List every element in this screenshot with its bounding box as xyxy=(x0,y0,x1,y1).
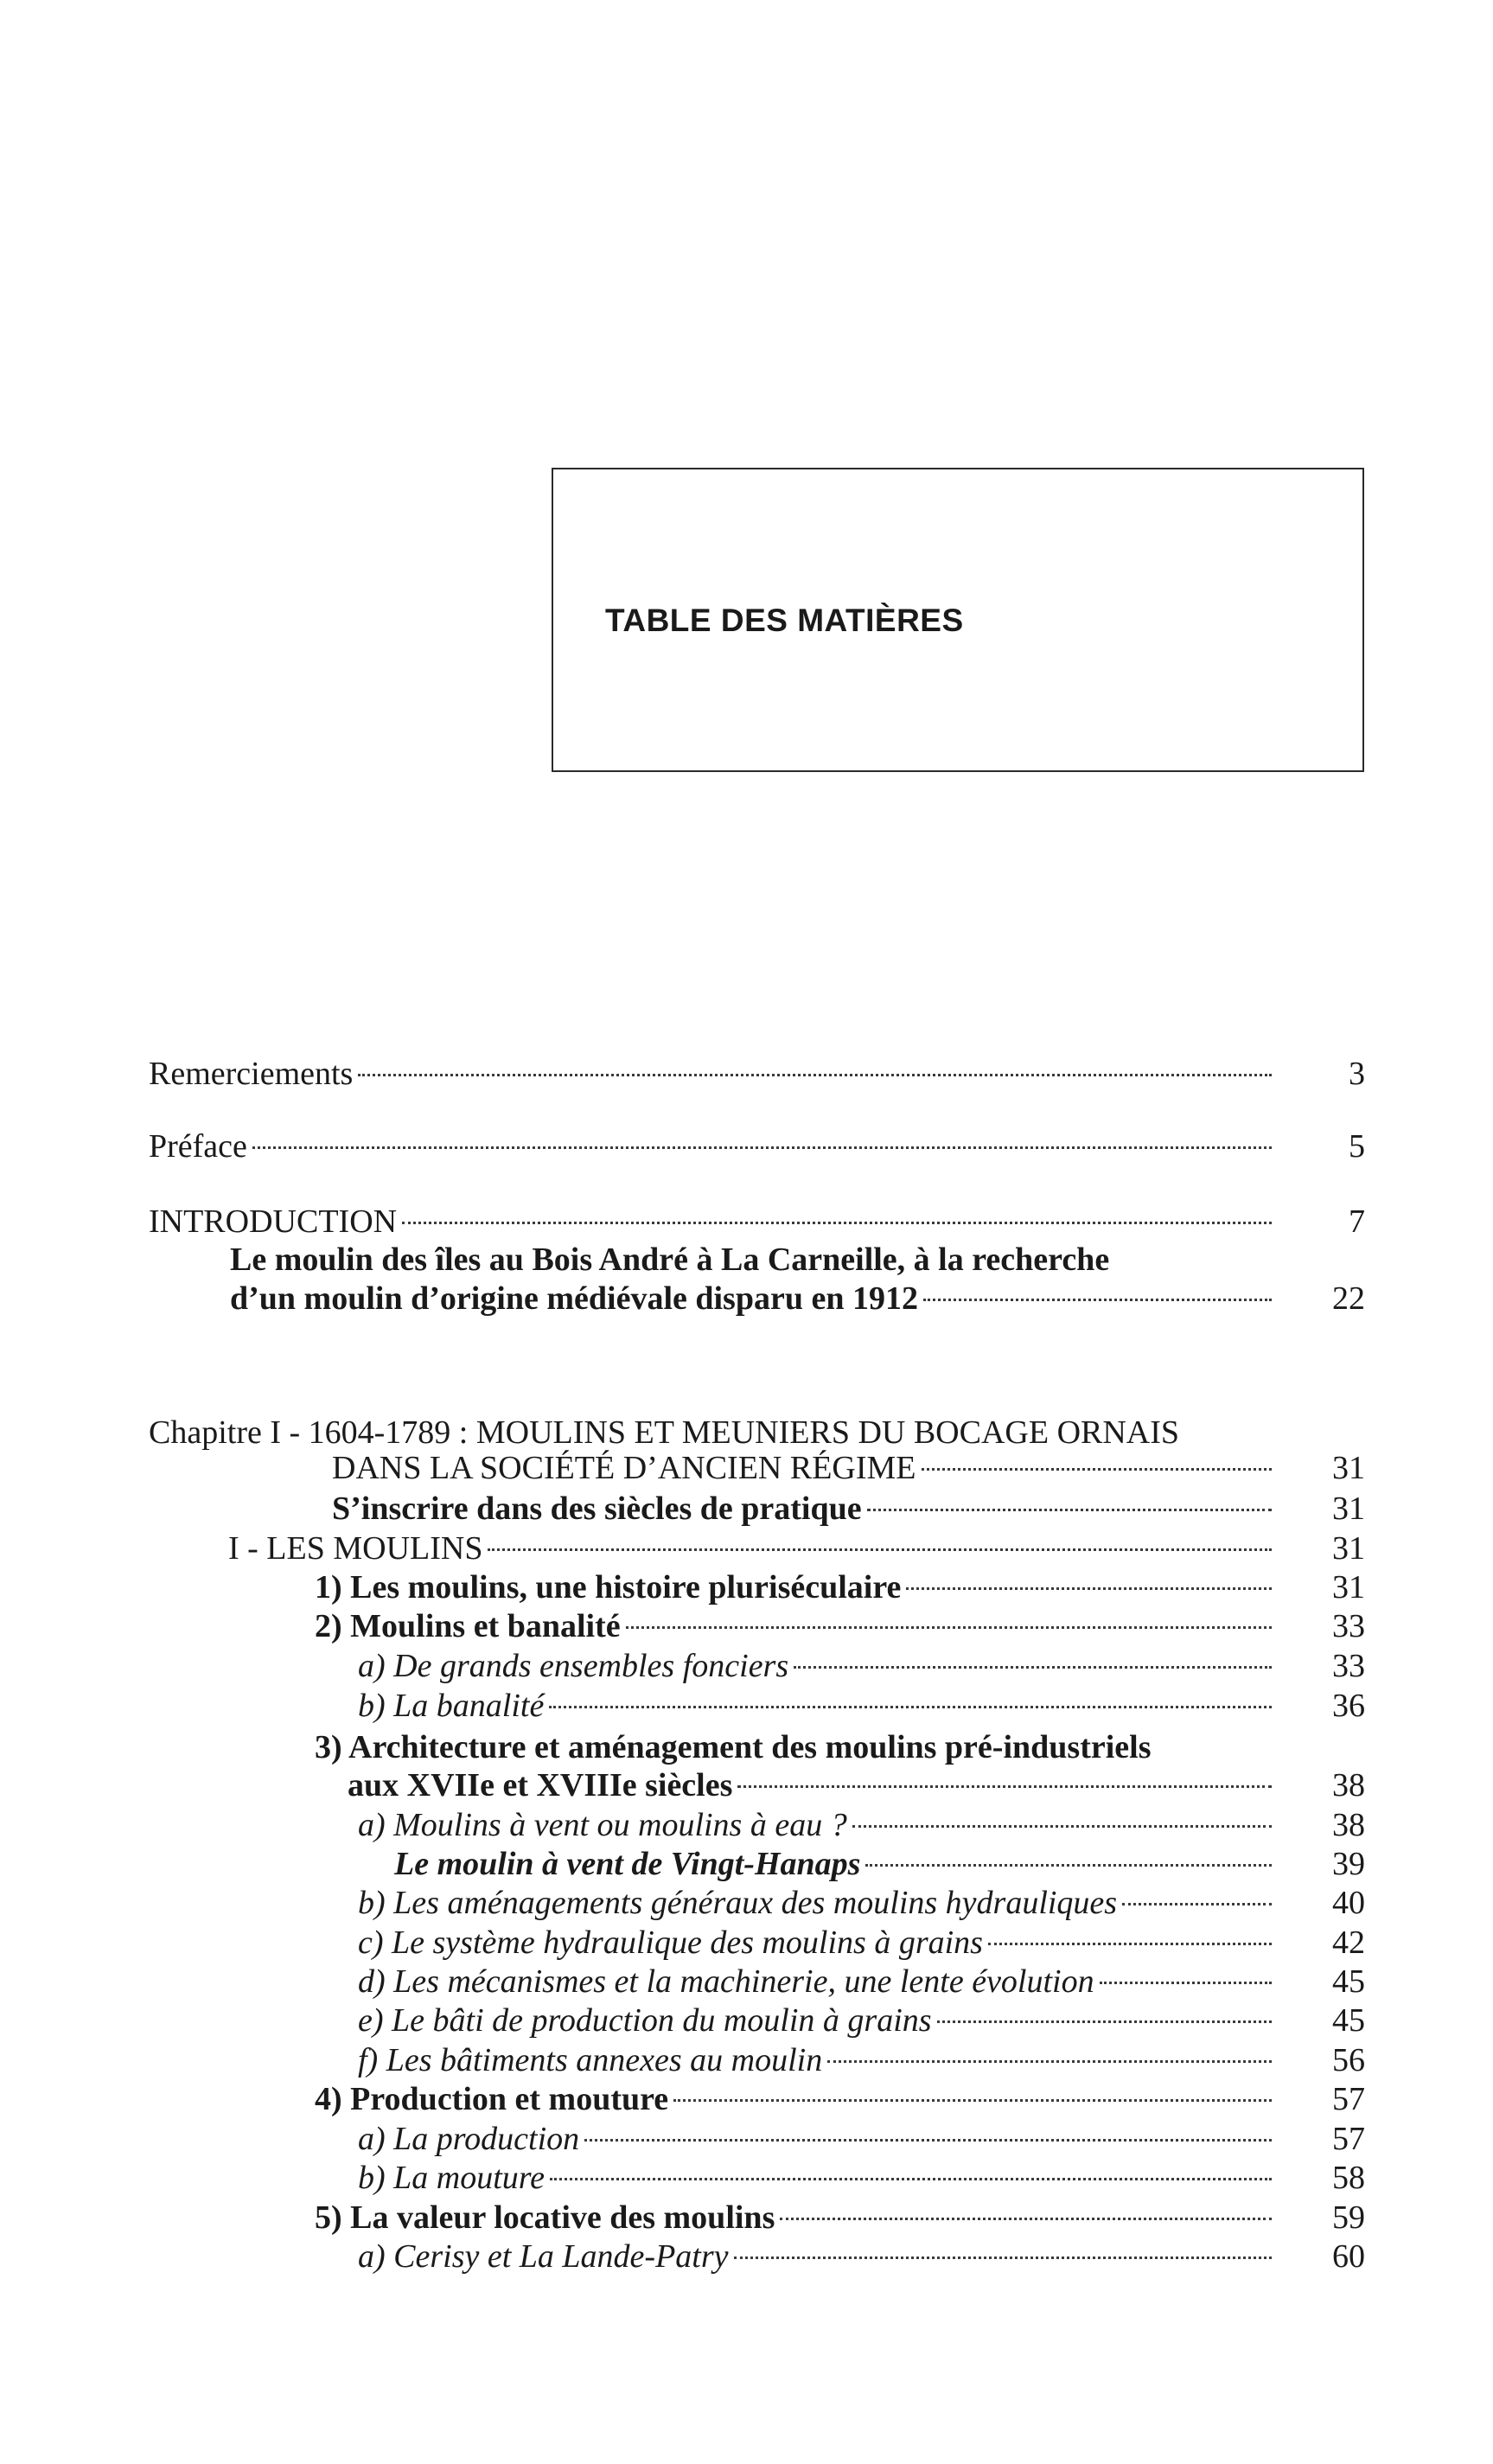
toc-entry-page: 57 xyxy=(1332,2081,1365,2117)
toc-entry xyxy=(0,1686,1493,1726)
dot-leader xyxy=(852,1825,1272,1828)
toc-entry-title: 2) Moulins et banalité xyxy=(315,1608,621,1644)
dot-leader xyxy=(1122,1903,1272,1905)
toc-entry-page: 42 xyxy=(1332,1925,1365,1961)
toc-entry xyxy=(0,1279,1493,1318)
toc-entry-page: 31 xyxy=(1332,1530,1365,1567)
toc-entry-line xyxy=(228,1529,1275,1568)
toc-entry xyxy=(0,1489,1493,1529)
toc-entry-title: c) Le système hydraulique des moulins à grains xyxy=(358,1925,983,1961)
toc-entry xyxy=(0,1054,1493,1094)
toc-entry-line xyxy=(358,1883,1275,1923)
toc-entry-line xyxy=(358,1686,1275,1726)
toc-entry xyxy=(0,1962,1493,2001)
toc-entry-title: 4) Production et mouture xyxy=(315,2081,669,2117)
toc-entry-page: 33 xyxy=(1332,1608,1365,1644)
dot-leader xyxy=(550,2178,1272,2180)
toc-entry-title: aux XVIIe et XVIIIe siècles xyxy=(348,1767,733,1803)
toc-entry xyxy=(0,1529,1493,1568)
toc-entry-page: 36 xyxy=(1332,1688,1365,1724)
toc-entry-page: 31 xyxy=(1332,1450,1365,1486)
toc-entry-line xyxy=(332,1448,1275,1488)
dot-leader xyxy=(865,1864,1272,1867)
toc-entry-line xyxy=(315,2079,1275,2119)
toc-entry-title: 5) La valeur locative des moulins xyxy=(315,2199,775,2236)
toc-entry xyxy=(0,2079,1493,2119)
dot-leader xyxy=(1100,1982,1272,1984)
toc-entry-title: 3) Architecture et aménagement des moulins pré-industriels xyxy=(315,1729,1152,1765)
toc-entry xyxy=(0,2119,1493,2159)
dot-leader xyxy=(827,2060,1272,2063)
toc-entry-line xyxy=(348,1765,1275,1805)
dot-leader xyxy=(867,1509,1272,1511)
dot-leader xyxy=(626,1626,1272,1629)
toc-entry-line xyxy=(358,2237,1275,2276)
toc-entry-line xyxy=(358,1962,1275,2001)
dot-leader xyxy=(673,2099,1272,2102)
toc-entry xyxy=(0,1883,1493,1923)
chapter-heading: Chapitre I - 1604-1789 : MOULINS ET MEUNIERS DU BOCAGE ORNAIS xyxy=(149,1414,1180,1451)
toc-entry-page: 31 xyxy=(1332,1569,1365,1605)
toc-entry-title: INTRODUCTION xyxy=(149,1203,398,1240)
toc-entry-page: 38 xyxy=(1332,1767,1365,1803)
dot-leader xyxy=(734,2257,1272,2259)
toc-entry-title: Le moulin des îles au Bois André à La Carneille, à la recherche xyxy=(230,1242,1110,1278)
toc-entry-title: Remerciements xyxy=(149,1056,354,1092)
toc-entry-title: S’inscrire dans des siècles de pratique xyxy=(332,1491,862,1527)
dot-leader xyxy=(780,2218,1272,2220)
toc-entry-page: 22 xyxy=(1332,1280,1365,1317)
toc-entry-page: 38 xyxy=(1332,1807,1365,1843)
toc-entry-title: Préface xyxy=(149,1128,247,1165)
dot-leader xyxy=(488,1548,1272,1551)
toc-entry-title: 1) Les moulins, une histoire pluriséculaire xyxy=(315,1569,902,1605)
toc-entry-line xyxy=(230,1279,1275,1318)
toc-entry-title: a) Moulins à vent ou moulins à eau ? xyxy=(358,1807,847,1843)
dot-leader xyxy=(402,1222,1272,1224)
dot-leader xyxy=(252,1146,1272,1149)
toc-entry-page: 57 xyxy=(1332,2121,1365,2157)
toc-entry-line xyxy=(358,2040,1275,2080)
toc-entry-line xyxy=(315,1567,1275,1607)
toc-entry xyxy=(0,1805,1493,1845)
toc-entry-page: 3 xyxy=(1349,1056,1365,1092)
toc-entry-page: 39 xyxy=(1332,1846,1365,1882)
page-title: TABLE DES MATIÈRES xyxy=(605,603,964,638)
toc-entry-line xyxy=(358,1646,1275,1686)
toc-entry xyxy=(0,2198,1493,2237)
toc-entry-line xyxy=(394,1844,1275,1884)
toc-entry-line xyxy=(149,1202,1275,1242)
toc-entry xyxy=(0,1923,1493,1963)
toc-entry xyxy=(0,2040,1493,2080)
toc-entry xyxy=(0,1567,1493,1607)
toc-entry-title: I - LES MOULINS xyxy=(228,1530,483,1567)
dot-leader xyxy=(937,2020,1272,2023)
toc-entry-title: DANS LA SOCIÉTÉ D’ANCIEN RÉGIME xyxy=(332,1450,916,1486)
toc-entry-page: 33 xyxy=(1332,1648,1365,1684)
dot-leader xyxy=(794,1666,1272,1669)
dot-leader xyxy=(988,1943,1272,1945)
toc-entry-line xyxy=(358,2158,1275,2198)
toc-entry xyxy=(0,1765,1493,1805)
toc-entry-page: 56 xyxy=(1332,2042,1365,2078)
toc-entry-page: 31 xyxy=(1332,1491,1365,1527)
toc-entry-title: d’un moulin d’origine médiévale disparu en 1912 xyxy=(230,1280,918,1317)
toc-entry-title: b) La mouture xyxy=(358,2160,546,2196)
toc-entry xyxy=(0,2001,1493,2040)
toc-entry xyxy=(0,1448,1493,1488)
toc-entry-line xyxy=(149,1127,1275,1166)
toc-entry-page: 59 xyxy=(1332,2199,1365,2236)
toc-entry-line xyxy=(358,2001,1275,2040)
toc-entry-title: e) Le bâti de production du moulin à grains xyxy=(358,2002,932,2039)
dot-leader xyxy=(922,1468,1272,1471)
toc-entry-page: 45 xyxy=(1332,1963,1365,2000)
toc-entry-title: a) Cerisy et La Lande-Patry xyxy=(358,2238,729,2275)
toc-entry-line xyxy=(358,2119,1275,2159)
toc-entry-page: 60 xyxy=(1332,2238,1365,2275)
toc-entry-line xyxy=(315,2198,1275,2237)
toc-entry-page: 5 xyxy=(1349,1128,1365,1165)
toc-entry xyxy=(0,1127,1493,1166)
toc-entry-line xyxy=(332,1489,1275,1529)
toc-entry xyxy=(0,1844,1493,1884)
dot-leader xyxy=(584,2139,1272,2142)
toc-entry-page: 45 xyxy=(1332,2002,1365,2039)
toc-entry xyxy=(0,1606,1493,1646)
toc-entry-title: b) La banalité xyxy=(358,1688,545,1724)
dot-leader xyxy=(923,1299,1272,1301)
toc-entry-line xyxy=(315,1606,1275,1646)
toc-entry-title: a) La production xyxy=(358,2121,580,2157)
toc-entry-title: b) Les aménagements généraux des moulins hydrauliques xyxy=(358,1885,1118,1921)
toc-entry-line xyxy=(358,1923,1275,1963)
dot-leader xyxy=(737,1785,1272,1788)
toc-entry xyxy=(0,1646,1493,1686)
toc-entry-line xyxy=(358,1805,1275,1845)
toc-entry-page: 40 xyxy=(1332,1885,1365,1921)
toc-entry-page: 58 xyxy=(1332,2160,1365,2196)
toc-entry-line xyxy=(149,1054,1275,1094)
toc-entry xyxy=(0,1202,1493,1242)
toc-entry-title: Le moulin à vent de Vingt-Hanaps xyxy=(394,1846,861,1882)
toc-entry xyxy=(0,2237,1493,2276)
toc-entry-title: f) Les bâtiments annexes au moulin xyxy=(358,2042,823,2078)
toc-entry-title: d) Les mécanismes et la machinerie, une lente évolution xyxy=(358,1963,1094,2000)
dot-leader xyxy=(549,1706,1272,1708)
toc-entry-page: 7 xyxy=(1349,1203,1365,1240)
dot-leader xyxy=(906,1587,1272,1590)
toc-entry-title: a) De grands ensembles fonciers xyxy=(358,1648,789,1684)
toc-entry xyxy=(0,2158,1493,2198)
dot-leader xyxy=(358,1074,1272,1076)
